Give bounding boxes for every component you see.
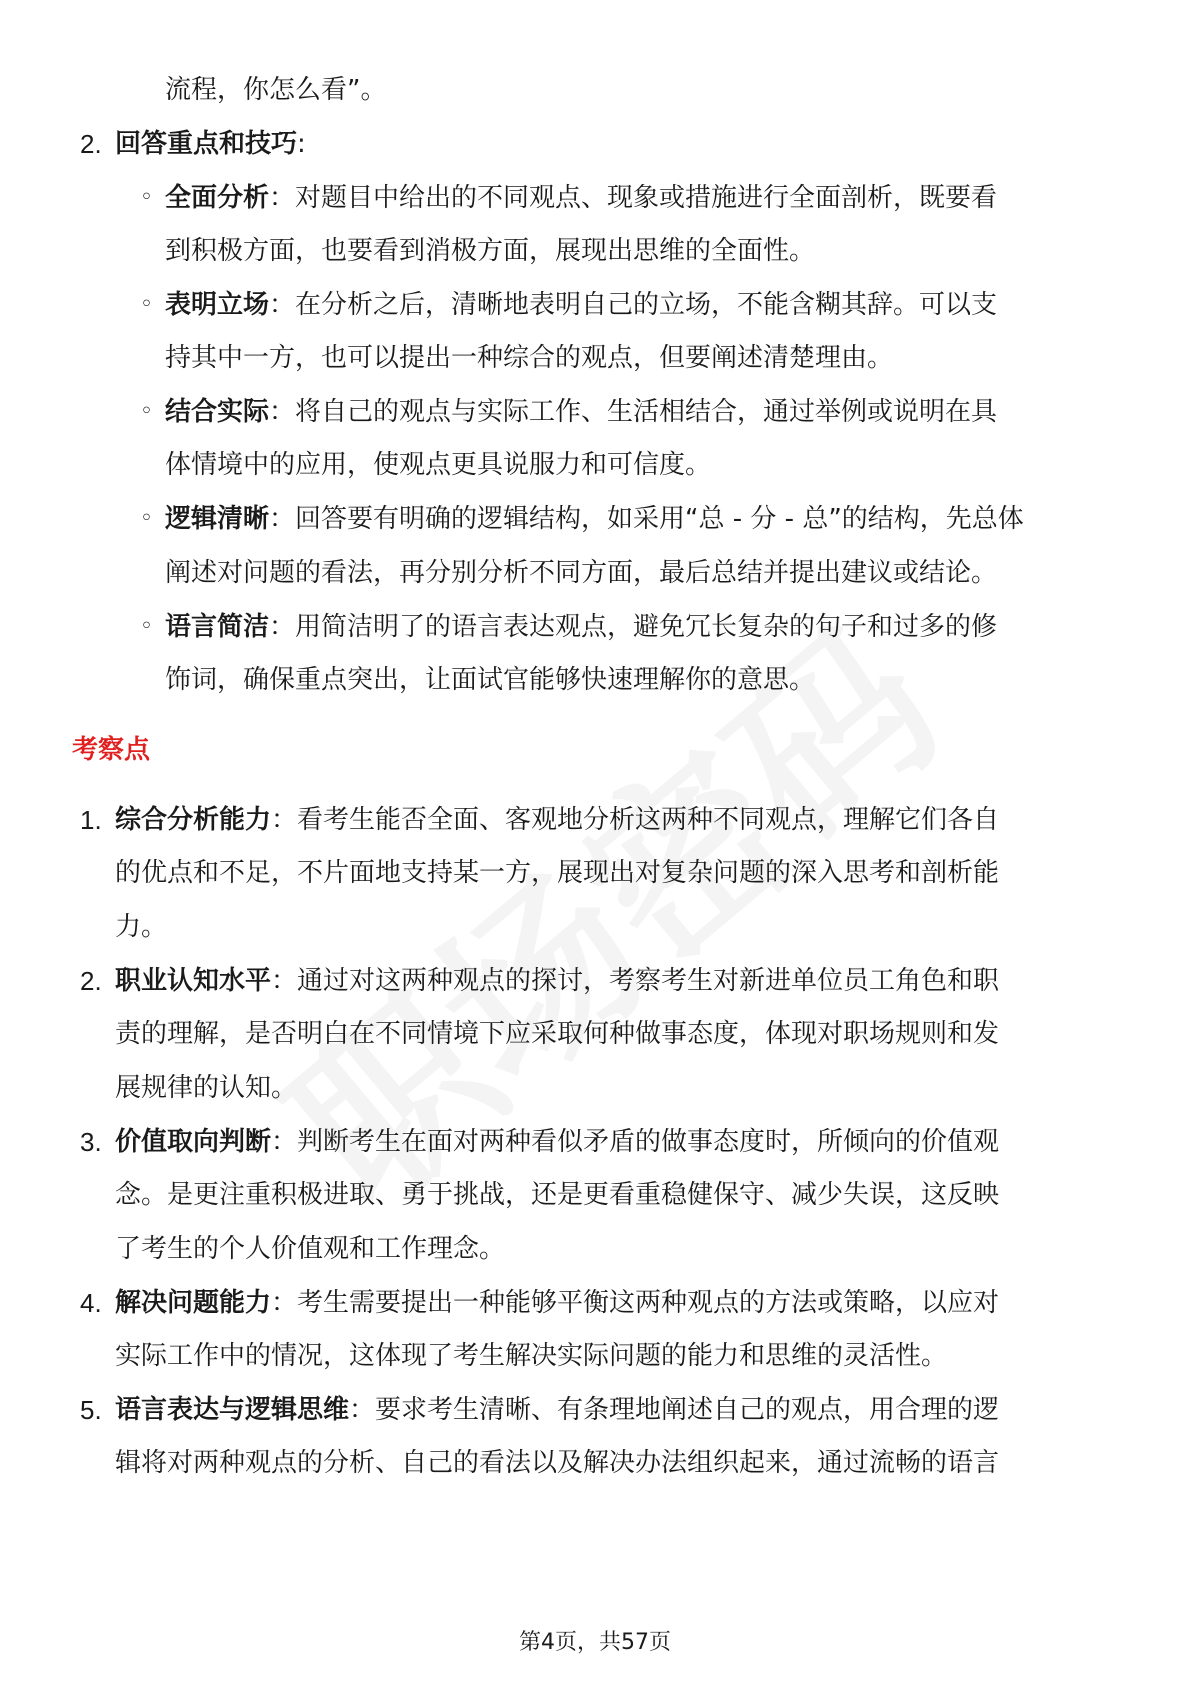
- list-item: [115, 1122, 999, 1162]
- bullet-sep: ：: [269, 504, 296, 534]
- list-item: [115, 1283, 999, 1323]
- list-number: 4.: [80, 1288, 102, 1318]
- item-text-cont: 辑将对两种观点的分析、自己的看法以及解决办法组织起来，通过流畅的语言: [115, 1448, 1000, 1478]
- list-item: [115, 800, 999, 840]
- list-item: [115, 1390, 999, 1430]
- bullet-item: [165, 392, 997, 432]
- section-title: 考察点: [72, 735, 151, 765]
- item-sep: ：: [271, 1127, 298, 1157]
- bullet-sep: ：: [269, 290, 296, 320]
- bullet-item: [165, 499, 1024, 539]
- bullet-icon: ◦: [140, 506, 153, 531]
- bullet-sep: ：: [269, 397, 296, 427]
- list-number: 1.: [80, 805, 102, 835]
- list-item: [115, 961, 999, 1001]
- bullet-text: 在分析之后，清晰地表明自己的立场，不能含糊其辞。可以支: [295, 290, 998, 320]
- item-text-cont: 念。是更注重积极进取、勇于挑战，还是更看重稳健保守、减少失误，这反映: [115, 1180, 1000, 1210]
- item-text-cont: 展规律的认知。: [115, 1073, 298, 1103]
- list-number: 5.: [80, 1395, 102, 1425]
- item-text-cont: 了考生的个人价值观和工作理念。: [115, 1234, 506, 1264]
- bullet-sep: ：: [269, 612, 296, 642]
- bullet-item: [165, 607, 997, 647]
- item-text: 判断考生在面对两种看似矛盾的做事态度时，所倾向的价值观: [297, 1127, 1000, 1157]
- bullet-text-cont: 到积极方面，也要看到消极方面，展现出思维的全面性。: [165, 236, 816, 266]
- item-text-cont: 责的理解，是否明白在不同情境下应采取何种做事态度，体现对职场规则和发: [115, 1019, 1000, 1049]
- item-text-cont: 力。: [115, 912, 168, 942]
- item-sep: ：: [271, 805, 298, 835]
- continued-text: 流程，你怎么看”。: [165, 75, 387, 105]
- bullet-sep: ：: [269, 183, 296, 213]
- item-sep: ：: [271, 966, 298, 996]
- bullet-text: 将自己的观点与实际工作、生活相结合，通过举例或说明在具: [295, 397, 998, 427]
- bullet-text: 回答要有明确的逻辑结构，如采用“总 - 分 - 总”的结构，先总体: [295, 504, 1024, 534]
- item-text: 考生需要提出一种能够平衡这两种观点的方法或策略，以应对: [297, 1288, 1000, 1318]
- bullet-text: 对题目中给出的不同观点、现象或措施进行全面剖析，既要看: [295, 183, 998, 213]
- list-heading: [115, 124, 306, 164]
- bullet-label: 语言简洁: [165, 612, 270, 642]
- bullet-label: 逻辑清晰: [165, 504, 270, 534]
- heading-text: 回答重点和技巧: [115, 129, 298, 159]
- item-sep: ：: [271, 1288, 298, 1318]
- bullet-item: [165, 178, 997, 218]
- bullet-icon: ◦: [140, 399, 153, 424]
- page-footer: 第4页，共57页: [519, 1630, 671, 1655]
- item-label: 解决问题能力: [115, 1288, 272, 1318]
- item-sep: ：: [349, 1395, 376, 1425]
- heading-colon: :: [297, 129, 306, 159]
- bullet-text: 用简洁明了的语言表达观点，避免冗长复杂的句子和过多的修: [295, 612, 998, 642]
- bullet-text-cont: 体情境中的应用，使观点更具说服力和可信度。: [165, 450, 712, 480]
- item-label: 职业认知水平: [115, 966, 272, 996]
- item-text-cont: 实际工作中的情况，这体现了考生解决实际问题的能力和思维的灵活性。: [115, 1341, 948, 1371]
- bullet-icon: ◦: [140, 185, 153, 210]
- item-text: 通过对这两种观点的探讨，考察考生对新进单位员工角色和职: [297, 966, 1000, 996]
- item-label: 价值取向判断: [115, 1127, 272, 1157]
- item-text: 看考生能否全面、客观地分析这两种不同观点，理解它们各自: [297, 805, 1000, 835]
- item-text: 要求考生清晰、有条理地阐述自己的观点，用合理的逻: [375, 1395, 1000, 1425]
- bullet-label: 结合实际: [165, 397, 270, 427]
- bullet-icon: ◦: [140, 614, 153, 639]
- list-number: 3.: [80, 1127, 102, 1157]
- bullet-label: 全面分析: [165, 183, 270, 213]
- item-label: 语言表达与逻辑思维: [115, 1395, 350, 1425]
- bullet-item: [165, 285, 997, 325]
- item-label: 综合分析能力: [115, 805, 272, 835]
- bullet-text-cont: 阐述对问题的看法，再分别分析不同方面，最后总结并提出建议或结论。: [165, 558, 998, 588]
- bullet-icon: ◦: [140, 292, 153, 317]
- list-number: 2.: [80, 966, 102, 996]
- bullet-text-cont: 持其中一方，也可以提出一种综合的观点，但要阐述清楚理由。: [165, 343, 894, 373]
- item-text-cont: 的优点和不足，不片面地支持某一方，展现出对复杂问题的深入思考和剖析能: [115, 858, 1000, 888]
- bullet-label: 表明立场: [165, 290, 270, 320]
- bullet-text-cont: 饰词，确保重点突出，让面试官能够快速理解你的意思。: [165, 665, 816, 695]
- list-number: 2.: [80, 129, 102, 159]
